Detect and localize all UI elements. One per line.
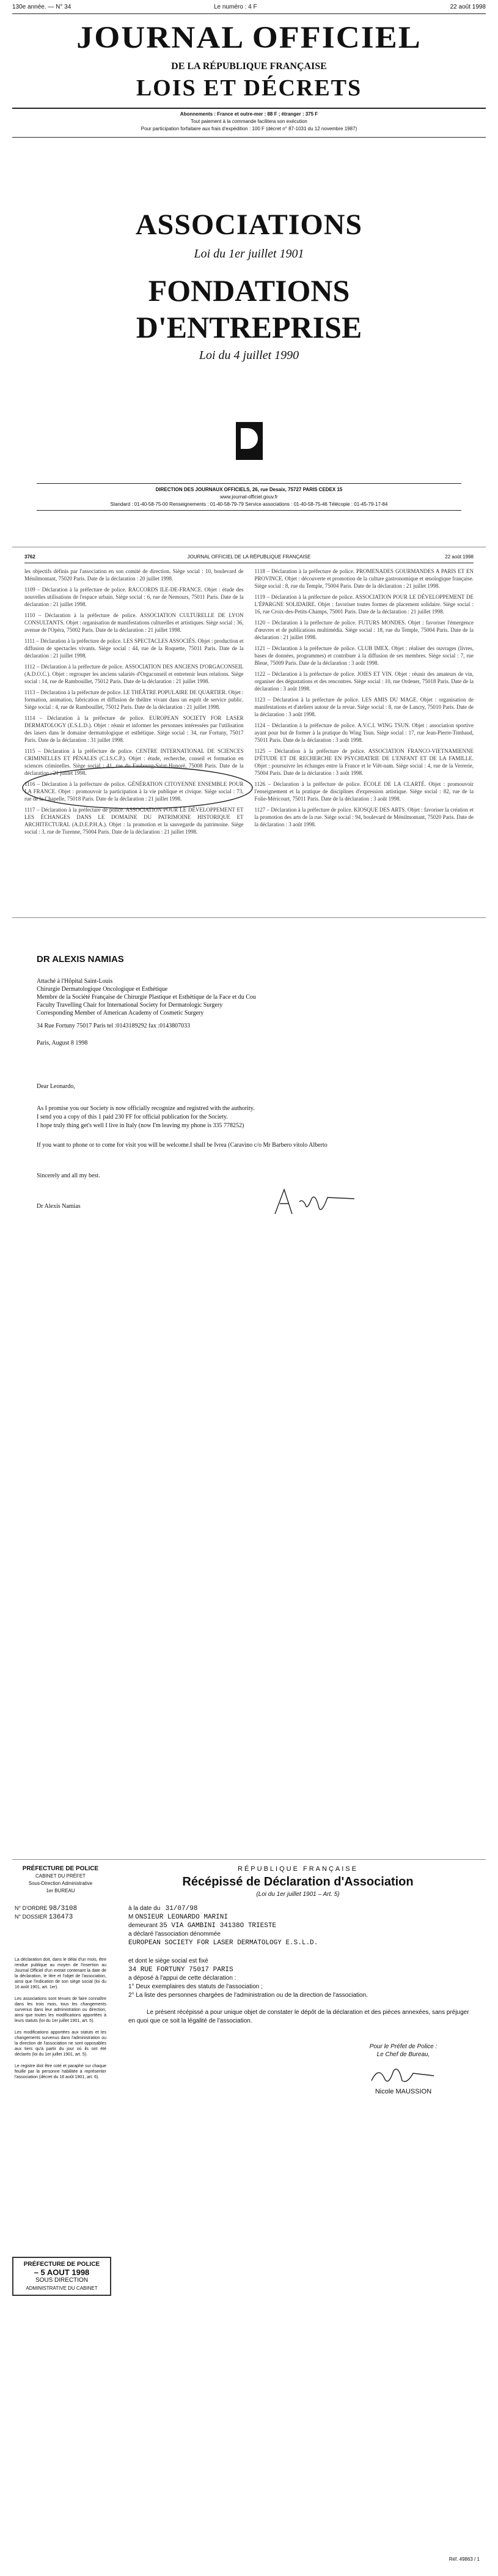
prefecture-line-1: PRÉFECTURE DE POLICE: [22, 1865, 99, 1872]
website: www.journal-officiel.gouv.fr: [220, 494, 278, 500]
credential-4: Faculty Travelling Chair for International Society for Dermatologic Surgery: [37, 1002, 223, 1009]
letter-body: [37, 1083, 434, 1217]
stamp-line-4: ADMINISTRATIVE DU CABINET: [26, 2285, 98, 2291]
declaration-entry: 1111 – Déclaration à la préfecture de police. LES SPECTACLES ASSOCIÉS. Objet : production et diffusion de spectacles vivants. Siège social : 44, rue de la Roquette, 75011 Paris. Date de la déclaration : 21 juillet 1998.: [24, 638, 244, 659]
cover-rule-5: [37, 510, 461, 511]
declaration-entry: 1123 – Déclaration à la préfecture de police. LES AMIS DU MAGE. Objet : organisation de manifestations et d'ateliers autour de la revue. Siège social : 8, rue de Lancry, 75010 Paris. Date de la déclaration : 3 août 1998.: [254, 697, 474, 717]
associations-title: ASSOCIATIONS: [135, 209, 363, 241]
order-label: N° D'ORDRE: [15, 1905, 48, 1911]
declaration-entry: 1114 – Déclaration à la préfecture de police. EUROPEAN SOCIETY FOR LASER DERMATOLOGY (E.S.L.D.). Objet : réunir et informer les personnes intéressées par l'utilisation des lasers dans le domaine dermatologique et esthétique. Siège social : 34, rue Fortuny, 75017 Paris. Date de la déclaration : 31 juillet 1998.: [24, 715, 244, 743]
stamp-line-3: SOUS DIRECTION: [35, 2277, 89, 2284]
declaration-entry: 1126 – Déclaration à la préfecture de police. ÉCOLE DE LA CLARTÉ. Objet : promouvoir l'enseignement et la pratique de disciplines d'expression artistique. Siège social : 82, rue de la Folie-Méricourt, 75011 Paris. Date de la déclaration : 3 août 1998.: [254, 781, 474, 802]
paragraph-3: I hope truly thing get's well I live in Italy (now I'm leaving my phone is 335 778252): [37, 1122, 244, 1129]
contacts: Standard : 01-40-58-75-00 Renseignements : 01-40-58-79-79 Service associations : 01-40-58-75-46 Télécopie : 01-45-79-17-84: [110, 502, 388, 507]
who-value: ONSIEUR LEONARDO MARINI: [135, 1914, 228, 1921]
credential-3: Membre de la Société Française de Chirurgie Plastique et Esthétique de la Face et du Cou: [37, 994, 256, 1001]
side-note-4: Le registre doit être coté et paraphé sur chaque feuille par la personne habilitée à représenter l'association (décret du 16 août 1901, art. 6).: [15, 2064, 106, 2079]
journal-title: JOURNAL OFFICIEL: [76, 20, 422, 55]
prefecture-line-4: 1er BUREAU: [46, 1888, 75, 1893]
seat-value: 34 RUE FORTUNY 75017 PARIS: [128, 1966, 233, 1974]
signer-block: [342, 2043, 464, 2059]
side-note-1: La déclaration doit, dans le délai d'un mois, être rendue publique au moyen de l'insertion au Journal Officiel d'un extrait contenant la date de la déclaration, le titre et l'objet de l'association, ainsi que l'indication de son siège social (loi du 16 août 1901, art. 1er).: [15, 1958, 106, 1989]
letter-credentials: [37, 977, 464, 1017]
paragraph-2: I send you a copy of this 1 paid 230 FF for official publication for the Society.: [37, 1114, 228, 1120]
prefecture-line-3: Sous-Direction Administrative: [28, 1881, 93, 1886]
letter-address: 34 Rue Fortuny 75017 Paris tel :0143189292 fax :0143807033: [37, 1023, 191, 1029]
paragraph-4: If you want to phone or to come for visit you will be welcome.I shall be Ivrea (Caravino c/o Mr Barbero vitolo Alberto: [37, 1142, 328, 1149]
form-reference: Réf. 49863 / 1: [449, 2556, 480, 2562]
law-1990: Loi du 4 juillet 1990: [199, 349, 299, 362]
entreprise-title: D'ENTREPRISE: [136, 310, 362, 344]
declaration-entry: 1116 – Déclaration à la préfecture de police. GÉNÉRATION CITOYENNE ENSEMBLE POUR LA FRANCE. Objet : promouvoir la participation à la vie publique et civique. Siège social : 73, rue de la Chapelle, 75018 Paris. Date de la déclaration : 21 juillet 1998.: [24, 781, 244, 802]
cover-rule-4: [37, 483, 461, 484]
chef-de-bureau: Le Chef de Bureau,: [376, 2051, 430, 2058]
page-date: 22 août 1998: [445, 554, 474, 560]
letter-separator: [12, 917, 486, 918]
prefecture-stamp: [12, 2257, 111, 2296]
lois-decrets: LOIS ET DÉCRETS: [136, 75, 362, 101]
highlight-circle: [18, 763, 257, 812]
notice: Le présent récépissé a pour unique objet de constater le dépôt de la déclaration et des pièces annexées, sans préjuger en quoi que ce soit la légalité de l'association.: [128, 2009, 469, 2024]
credential-2: Chirurgie Dermatologique Oncologique et Esthétique: [37, 986, 168, 993]
cover-rule-3: [12, 137, 486, 138]
declarations-columns: [24, 568, 474, 908]
signer-name: Nicole MAUSSION: [375, 2088, 432, 2095]
page-header: JOURNAL OFFICIEL DE LA RÉPUBLIQUE FRANÇAISE: [187, 554, 311, 560]
for-prefect: Pour le Préfet de Police :: [369, 2043, 438, 2050]
prefect-signature: [367, 2062, 440, 2087]
cover-date: 22 août 1998: [450, 4, 486, 10]
order-value: 98/3108: [48, 1905, 78, 1912]
order-block: [15, 1904, 77, 1922]
signature-name: Dr Alexis Namias: [37, 1203, 81, 1210]
declaration-entry: 1112 – Déclaration à la préfecture de police. ASSOCIATION DES ANCIENS D'ORGACONSEIL (A.D.O.C.). Objet : regrouper les anciens salariés d'Orgaconseil et entretenir leurs relations. Siège social : 14, rue de Rambouillet, 75012 Paris. Date de la déclaration : 21 juillet 1998.: [24, 664, 244, 684]
recepisse-law: (Loi du 1er juillet 1901 – Art. 5): [256, 1891, 340, 1898]
declaration-entry: 1117 – Déclaration à la préfecture de police. ASSOCIATION POUR LE DÉVELOPPEMENT ET LES ÉCHANGES DANS LE DOMAINE DU PATRIMOINE HISTORIQUE ET ARCHITECTURAL (A.D.E.P.H.A.). Objet : la promotion et la sauvegarde du patrimoine. Siège social : 3, rue de Turenne, 75004 Paris. Date de la déclaration : 21 juillet 1998.: [24, 807, 244, 835]
law-1901: Loi du 1er juillet 1901: [194, 247, 304, 261]
cover-top-rule: [12, 13, 486, 14]
fondations-title: FONDATIONS: [148, 273, 350, 308]
prefecture-header: [15, 1865, 106, 1895]
subscription-line-3: Pour participation forfaitaire aux frais d'expédition : 100 F (décret n° 87-1031 du 12 novembre 1987): [141, 126, 357, 131]
closing: Sincerely and all my best.: [37, 1172, 100, 1179]
side-note-3: Les modifications apportées aux statuts et les changements survenus dans l'administration ou la direction de l'association ne sont opposables aux tiers qu'à partir du jour où ils ont été déclarés (loi du 1er juillet 1901, art. 5).: [15, 2030, 106, 2057]
side-note-2: Les associations sont tenues de faire connaître dans les trois mois, tous les changements survenus dans leur administration ou direction, ainsi que toutes les modifications apportées à leurs statuts (loi du 1er juillet 1901, art. 5).: [15, 1997, 106, 2023]
declaration-entry: 1125 – Déclaration à la préfecture de police. ASSOCIATION FRANCO-VIETNAMIENNE D'ÉTUDE ET DE RECHERCHE EN PSYCHIATRIE DE L'ENFANT ET DE LA FAMILLE. Objet : poursuivre les échanges entre la France et le Viêt-nam. Siège social : 4, rue de la Verrerie, 75004 Paris. Date de la déclaration : 3 août 1998.: [254, 748, 474, 776]
date-label: à la date du: [128, 1905, 161, 1912]
dossier-value: 136473: [48, 1914, 73, 1921]
paragraph-1: As I promise you our Society is now officially recognize and registred with the authority.: [37, 1105, 255, 1112]
declaration-entry: 1127 – Déclaration à la préfecture de police. KIOSQUE DES ARTS. Objet : favoriser la création et la promotion des arts de la rue. Siège social : 94, boulevard de Ménilmontant, 75020 Paris. Date de la déclaration : 3 août 1998.: [254, 807, 474, 827]
declaration-block: [128, 1904, 471, 1947]
deposit-item-2: 2° La liste des personnes chargées de l'administration ou de la direction de l'association.: [128, 1992, 368, 1999]
recepisse-separator: [12, 1859, 486, 1860]
jo-logo: [236, 422, 263, 460]
date-value: 31/07/98: [165, 1905, 198, 1912]
declaration-entry: les objectifs définis par l'association en son comité de direction. Siège social : 10, boulevard de Ménilmontant, 75020 Paris. Date de la déclaration : 20 juillet 1998.: [24, 568, 244, 582]
declaration-entry: 1124 – Déclaration à la préfecture de police. A.V.C.I. WING TSUN. Objet : association sportive ayant pour but de former à la pratique du Wing Tsun. Siège social : 17, rue Jean-Pierre-Timbaud, 75011 Paris. Date de la déclaration : 3 août 1998.: [254, 722, 474, 743]
cover-price: Le numéro : 4 F: [214, 4, 257, 10]
declaration-entry: 1122 – Déclaration à la préfecture de police. JOIES ET VIN. Objet : réunir des amateurs de vin, organiser des dégustations et des rencontres. Siège social : 10, rue Ordener, 75018 Paris. Date de la déclaration : 3 août 1998.: [254, 671, 474, 692]
recepisse-republic: RÉPUBLIQUE FRANÇAISE: [238, 1865, 358, 1873]
letter-sender-name: DR ALEXIS NAMIAS: [37, 954, 124, 964]
stamp-line-2: – 5 AOUT 1998: [34, 2268, 90, 2277]
deposit-line: a déposé à l'appui de cette déclaration :: [128, 1975, 236, 1982]
letter-date: Paris, August 8 1998: [37, 1040, 88, 1046]
residence-label: demeurant: [128, 1922, 158, 1929]
page-number: 3762: [24, 554, 35, 560]
declaration-entry: 1120 – Déclaration à la préfecture de police. FUTURS MONDES. Objet : favoriser l'émergence d'œuvres et de publications multimédia. Siège social : 18, rue du Temple, 75004 Paris. Date de la déclaration : 21 juillet 1998.: [254, 620, 474, 640]
deposit-item-1: 1° Deux exemplaires des statuts de l'association ;: [128, 1983, 263, 1990]
declaration-entry: 1119 – Déclaration à la préfecture de police. ASSOCIATION POUR LE DÉVELOPPEMENT DE L'ÉPARGNE SOLIDAIRE. Objet : favoriser toutes formes de placement solidaire. Siège social : 16, rue Croix-des-Petits-Champs, 75001 Paris. Date de la déclaration : 21 juillet 1998.: [254, 594, 474, 615]
credential-5: Corresponding Member of American Academy of Cosmetic Surgery: [37, 1010, 204, 1016]
declaration-entry: 1110 – Déclaration à la préfecture de police. ASSOCIATION CULTURELLE DE LYON CONSULTANTS. Objet : organisation de manifestations culturelles et artistiques. Siège social : 36, avenue de l'Opéra, 75002 Paris. Date de la déclaration : 21 juillet 1998.: [24, 612, 244, 633]
side-notes: [15, 1957, 106, 2080]
direction-address: DIRECTION DES JOURNAUX OFFICIELS, 26, rue Desaix, 75727 PARIS CEDEX 15: [155, 487, 343, 492]
prefecture-line-2: CABINET DU PRÉFET: [35, 1873, 86, 1879]
residence-value: 35 VIA GAMBINI 34138O TRIESTE: [159, 1922, 277, 1930]
recepisse-title: Récépissé de Déclaration d'Association: [182, 1875, 414, 1889]
declared-label: a déclaré l'association dénommée: [128, 1931, 221, 1938]
stamp-line-1: PRÉFECTURE DE POLICE: [23, 2261, 100, 2268]
credential-1: Attaché à l'Hôpital Saint-Louis: [37, 978, 113, 985]
seat-label: et dont le siège social est fixé: [128, 1958, 208, 1964]
salutation: Dear Leonardo,: [37, 1083, 75, 1090]
declaration-entry: 1118 – Déclaration à la préfecture de police. PROMENADES GOURMANDES A PARIS ET EN PROVINCE. Objet : découverte et promotion de la culture gastronomique et œnologique française. Siège social : 8, rue du Temple, 75004 Paris. Date de la déclaration : 21 juillet 1998.: [254, 568, 474, 589]
dossier-label: N° DOSSIER: [15, 1914, 48, 1920]
cover-rule-2: [12, 108, 486, 109]
republic-line: DE LA RÉPUBLIQUE FRANÇAISE: [171, 61, 327, 72]
declared-value: EUROPEAN SOCIETY FOR LASER DERMATOLOGY E.S.L.D.: [128, 1939, 318, 1947]
subscription-line: Abonnements : France et outre-mer : 88 F ; étranger : 375 F: [180, 111, 318, 117]
handwritten-signature: [269, 1180, 367, 1223]
declaration-entry: 1115 – Déclaration à la préfecture de police. CENTRE INTERNATIONAL DE SCIENCES CRIMINELLES ET PÉNALES (C.I.S.C.P.). Objet : étude, recherche, conseil et formation en sciences criminelles. Siège social : 41, rue du Faubourg-Saint-Honoré, 75008 Paris. Date de la déclaration : 21 juillet 1998.: [24, 748, 244, 776]
subscription-line-2: Tout paiement à la commande facilitera son exécution: [191, 119, 307, 124]
declaration-entry: 1113 – Déclaration à la préfecture de police. LE THÉÂTRE POPULAIRE DE QUARTIER. Objet : formation, animation, fabrication et diffusion de théâtre vivant dans un esprit de service public. Siège social : 4, rue de Rambouillet, 75012 Paris. Date de la déclaration : 21 juillet 1998.: [24, 689, 244, 710]
declaration-entry: 1109 – Déclaration à la préfecture de police. RACCORDS ILE-DE-FRANCE. Objet : étude des nouvelles utilisations de l'espace urbain. Siège social : 6, rue de Nemours, 75011 Paris. Date de la déclaration : 21 juillet 1998.: [24, 587, 244, 607]
declaration-entry: 1121 – Déclaration à la préfecture de police. CLUB IMEX. Objet : réaliser des ouvrages (livres, bases de données, programmes) et contribuer à la diffusion de ses membres. Siège social : 7, rue Bleue, 75009 Paris. Date de la déclaration : 3 août 1998.: [254, 645, 474, 666]
seat-block: [128, 1957, 471, 2026]
cover-issue: 130e année. — N° 34: [12, 4, 71, 10]
who-label: M: [128, 1914, 134, 1920]
